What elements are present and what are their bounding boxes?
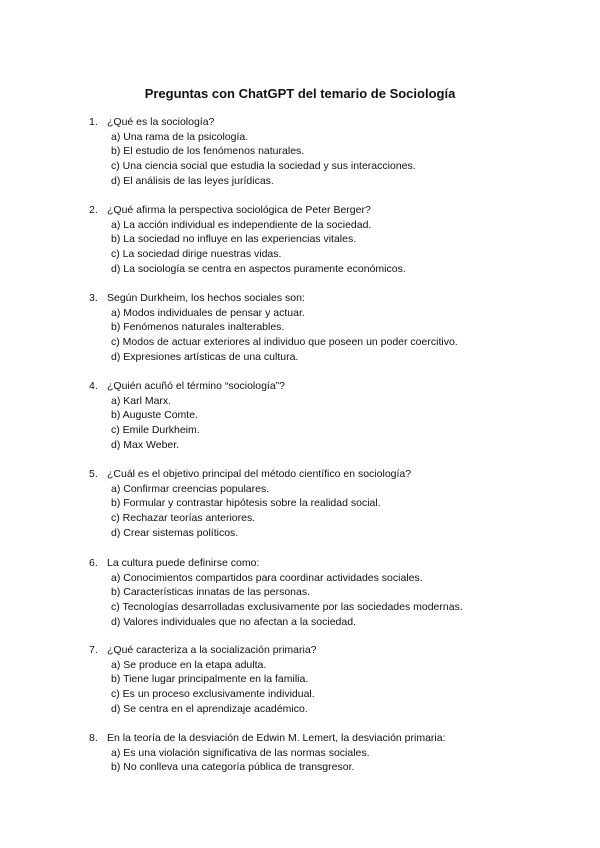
- answer-option: c) Modos de actuar exteriores al individuo que poseen un poder coercitivo.: [111, 336, 458, 349]
- answer-options: [89, 306, 559, 365]
- answer-options: [89, 658, 559, 717]
- question-number: 6.: [89, 557, 98, 569]
- page-title: Preguntas con ChatGPT del temario de Sociología: [144, 86, 456, 101]
- answer-option: a) Confirmar creencias populares.: [111, 482, 270, 495]
- answer-option: b) Tiene lugar principalmente en la familia.: [111, 673, 309, 686]
- answer-option: a) Una rama de la psicología.: [111, 130, 249, 143]
- answer-option: b) Fenómenos naturales inalterables.: [111, 321, 285, 334]
- answer-option: c) La sociedad dirige nuestras vidas.: [111, 248, 282, 261]
- question-6: [89, 556, 559, 629]
- question-7: [89, 643, 559, 716]
- answer-option: b) Características innatas de las personas.: [111, 586, 311, 599]
- answer-option: d) Expresiones artísticas de una cultura.: [111, 350, 299, 363]
- answer-option: b) Auguste Comte.: [111, 409, 198, 422]
- answer-option: a) Conocimientos compartidos para coordinar actividades sociales.: [111, 571, 423, 584]
- question-text: ¿Qué afirma la perspectiva sociológica de Peter Berger?: [107, 204, 371, 216]
- answer-option: a) Karl Marx.: [111, 394, 172, 407]
- answer-option: a) Modos individuales de pensar y actuar.: [111, 306, 305, 319]
- answer-option: a) La acción individual es independiente de la sociedad.: [111, 218, 372, 231]
- question-number: 5.: [89, 468, 98, 480]
- question-text: La cultura puede definirse como:: [107, 557, 260, 569]
- answer-options: [89, 746, 559, 775]
- question-number: 7.: [89, 644, 98, 656]
- question-text: ¿Qué es la sociología?: [107, 116, 215, 128]
- question-text: ¿Qué caracteriza a la socialización primaria?: [107, 644, 317, 656]
- answer-option: b) No conlleva una categoría pública de transgresor.: [111, 761, 355, 774]
- question-text: Según Durkheim, los hechos sociales son:: [107, 292, 305, 304]
- answer-options: [89, 130, 559, 189]
- answer-options: [89, 218, 559, 277]
- answer-option: d) Crear sistemas políticos.: [111, 526, 239, 539]
- question-8: [89, 731, 559, 775]
- question-3: [89, 291, 559, 364]
- answer-option: c) Tecnologías desarrolladas exclusivamente por las sociedades modernas.: [111, 601, 463, 614]
- question-number: 1.: [89, 116, 98, 128]
- answer-option: b) La sociedad no influye en las experiencias vitales.: [111, 233, 357, 246]
- question-text: ¿Cuál es el objetivo principal del método científico en sociología?: [107, 468, 412, 480]
- question-1: [89, 115, 559, 188]
- answer-option: d) Se centra en el aprendizaje académico.: [111, 702, 308, 715]
- answer-option: c) Rechazar teorías anteriores.: [111, 512, 256, 525]
- answer-option: c) Es un proceso exclusivamente individual.: [111, 688, 315, 701]
- answer-option: c) Una ciencia social que estudia la sociedad y sus interacciones.: [111, 160, 416, 173]
- question-2: [89, 203, 559, 276]
- question-text: En la teoría de la desviación de Edwin M. Lemert, la desviación primaria:: [107, 732, 446, 744]
- answer-option: d) La sociología se centra en aspectos puramente económicos.: [111, 262, 406, 275]
- answer-option: a) Es una violación significativa de las normas sociales.: [111, 746, 370, 759]
- answer-options: [89, 482, 559, 541]
- answer-options: [89, 571, 559, 630]
- answer-option: a) Se produce en la etapa adulta.: [111, 658, 267, 671]
- answer-option: c) Emile Durkheim.: [111, 424, 200, 437]
- question-5: [89, 467, 559, 540]
- question-text: ¿Quién acuñó el término “sociología”?: [107, 380, 286, 392]
- question-4: [89, 379, 559, 452]
- answer-options: [89, 394, 559, 453]
- question-number: 3.: [89, 292, 98, 304]
- answer-option: b) Formular y contrastar hipótesis sobre la realidad social.: [111, 497, 381, 510]
- answer-option: b) El estudio de los fenómenos naturales.: [111, 145, 305, 158]
- question-number: 2.: [89, 204, 98, 216]
- answer-option: d) Max Weber.: [111, 438, 180, 451]
- question-number: 4.: [89, 380, 98, 392]
- question-number: 8.: [89, 732, 98, 744]
- answer-option: d) El análisis de las leyes jurídicas.: [111, 174, 274, 187]
- answer-option: d) Valores individuales que no afectan a la sociedad.: [111, 615, 356, 628]
